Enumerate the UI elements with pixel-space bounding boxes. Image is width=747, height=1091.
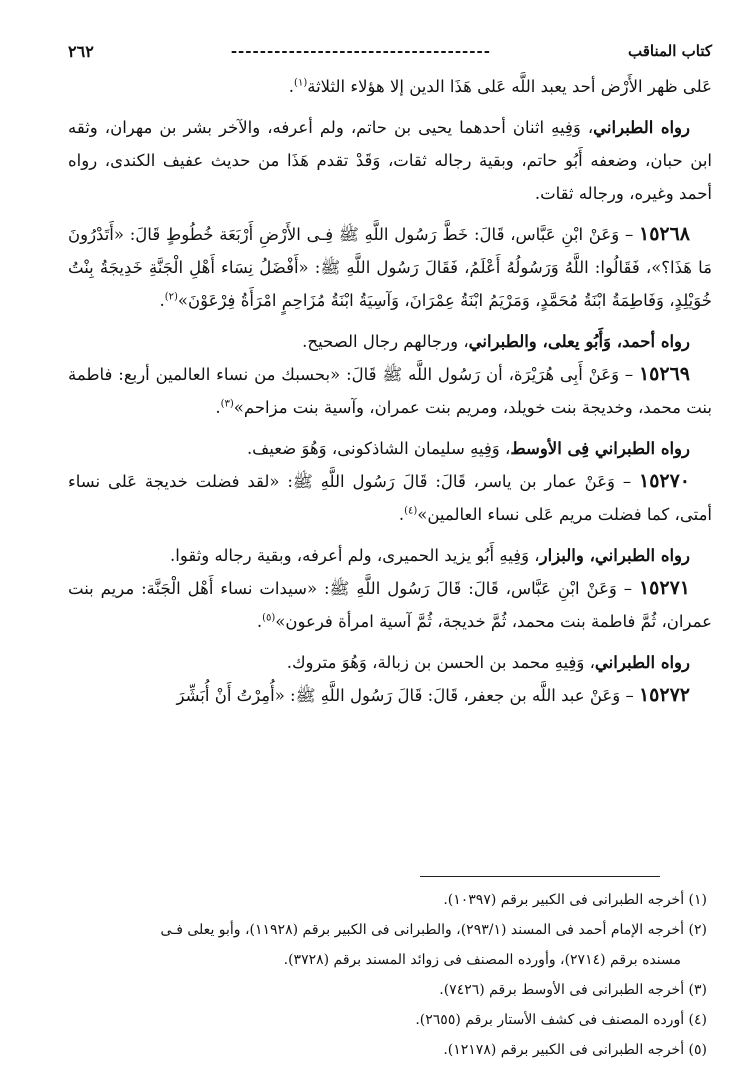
footnote-ref[interactable]: (٤) (404, 505, 418, 517)
footnote-separator (420, 876, 660, 877)
hadith-15268: ١٥٢٦٨ – وَعَنْ ابْنِ عَبَّاس، قَالَ: خَطَّ رَسُول اللَّهِ ﷺ فِـى الأَرْضِ أَرْبَعَة خُطُوطٍ قَالَ: «أَتَدْرُونَ مَا هَذَا؟»، فَقَالُوا: اللَّهُ وَرَسُولُهُ أَعْلَمُ، فَقَالَ رَسُول اللَّهِ ﷺ: «أَفْضَلُ نِسَاء أَهْلِ الْجَنَّةِ خَدِيجَةُ بِنْتُ خُوَيْلِدٍ، وَفَاطِمَةُ ابْنَةُ مُحَمَّدٍ، وَمَرْيَمُ ابْنَةُ عِمْرَانَ، وَآسِيَةُ ابْنَةُ مُزَاحِمٍ امْرَأَةُ فِرْعَوْنَ»$^{(٢)}$. (68, 223, 712, 310)
running-header (68, 38, 712, 64)
hadith-15270: ١٥٢٧٠ – وَعَنْ عمار بن ياسر، قَالَ: قَالَ رَسُول اللَّهِ ﷺ: «لقد فضلت خديجة عَلى نساء أمتى، كما فضلت مريم عَلى نساء العالمين»$^{(٤)}$. (68, 470, 712, 524)
footnote-2-continued: مسنده برقم (٢٧١٤)، وأورده المصنف فى زوائد المسند برقم (٣٧٢٨). (283, 952, 681, 968)
header-dashes: ------------------------------------ (230, 42, 491, 60)
book-title: كتاب المناقب (628, 42, 712, 60)
footnote-ref[interactable]: (١) (294, 77, 308, 89)
hadith-number: ١٥٢٧١ (638, 577, 690, 599)
narration-note: رواه الطبراني، والبزار، وَفِيهِ أَبُو يزيد الحميرى، ولم أعرفه، وبقية رجاله وثقوا. (170, 546, 690, 565)
main-text (68, 70, 712, 712)
footnote-3: (٣) أخرجه الطبرانى فى الأوسط برقم (٧٤٢٦). (439, 982, 707, 998)
footnote-2: (٢) أخرجه الإمام أحمد فى المسند (٢٩٣/١)، والطبرانى فى الكبير برقم (١١٩٢٨)، وأبو يعلى فـى (160, 922, 707, 938)
narration-note: رواه أحمد، وَأَبُو يعلى، والطبراني، ورجالهم رجال الصحيح. (302, 332, 690, 351)
page-number: ٢٦٢ (68, 41, 94, 61)
footnotes (67, 885, 707, 1065)
hadith-15269: ١٥٢٦٩ – وَعَنْ أَبِى هُرَيْرَة، أن رَسُول اللَّه ﷺ قَالَ: «بحسبك من نساء العالمين أربع: فاطمة بنت محمد، وخديجة بنت خويلد، ومريم بنت عمران، وآسية بنت مزاحم»$^{(٣)}$. (68, 363, 712, 417)
hadith-number: ١٥٢٧٢ (638, 684, 690, 706)
narration-note: رواه الطبراني، وَفِيهِ اثنان أحدهما يحيى بن حاتم، ولم أعرفه، والآخر بشر بن مهران، وثقه ابن حبان، وضعفه أَبُو حاتم، وبقية رجاله ثقات، وَقَدْ تقدم هَذَا من حديث عفيف الكندى، رواه أحمد وغيره، ورجاله ثقات. (68, 118, 712, 203)
footnote-ref[interactable]: (٢) (164, 291, 178, 303)
footnote-4: (٤) أورده المصنف فى كشف الأستار برقم (٢٦٥٥). (415, 1012, 707, 1028)
hadith-number: ١٥٢٦٩ (638, 363, 690, 385)
hadith-number: ١٥٢٧٠ (638, 470, 691, 492)
narration-note: رواه الطبراني فِى الأوسط، وَفِيهِ سليمان الشاذكونى، وَهُوَ ضعيف. (246, 439, 690, 458)
book-page (68, 38, 712, 712)
footnote-ref[interactable]: (٥) (262, 612, 276, 624)
footnote-1: (١) أخرجه الطبرانى فى الكبير برقم (١٠٣٩٧). (443, 892, 707, 908)
hadith-15271: ١٥٢٧١ – وَعَنْ ابْنِ عَبَّاس، قَالَ: قَالَ رَسُول اللَّهِ ﷺ: «سيدات نساء أَهْل الْجَنَّة: مريم بنت عمران، ثُمَّ فاطمة بنت محمد، ثُمَّ خديجة، ثُمَّ آسية امرأة فرعون»$^{(٥)}$. (68, 577, 712, 631)
footnote-5: (٥) أخرجه الطبرانى فى الكبير برقم (١٢١٧٨). (443, 1042, 707, 1058)
hadith-number: ١٥٢٦٨ (638, 223, 691, 245)
footnote-ref[interactable]: (٣) (220, 398, 234, 410)
hadith-15272: ١٥٢٧٢ – وَعَنْ عبد اللَّه بن جعفر، قَالَ: قَالَ رَسُول اللَّهِ ﷺ: «أُمِرْتُ أَنْ أُبَشِّرَ (176, 684, 690, 706)
narration-note: رواه الطبراني، وَفِيهِ محمد بن الحسن بن زبالة، وَهُوَ متروك. (286, 653, 690, 672)
paragraph-continuation: عَلى ظهر الأَرْض أحد يعبد اللَّه عَلى هَذَا الدين إلا هؤلاء الثلاثة$^{(١)}$. (288, 77, 712, 96)
